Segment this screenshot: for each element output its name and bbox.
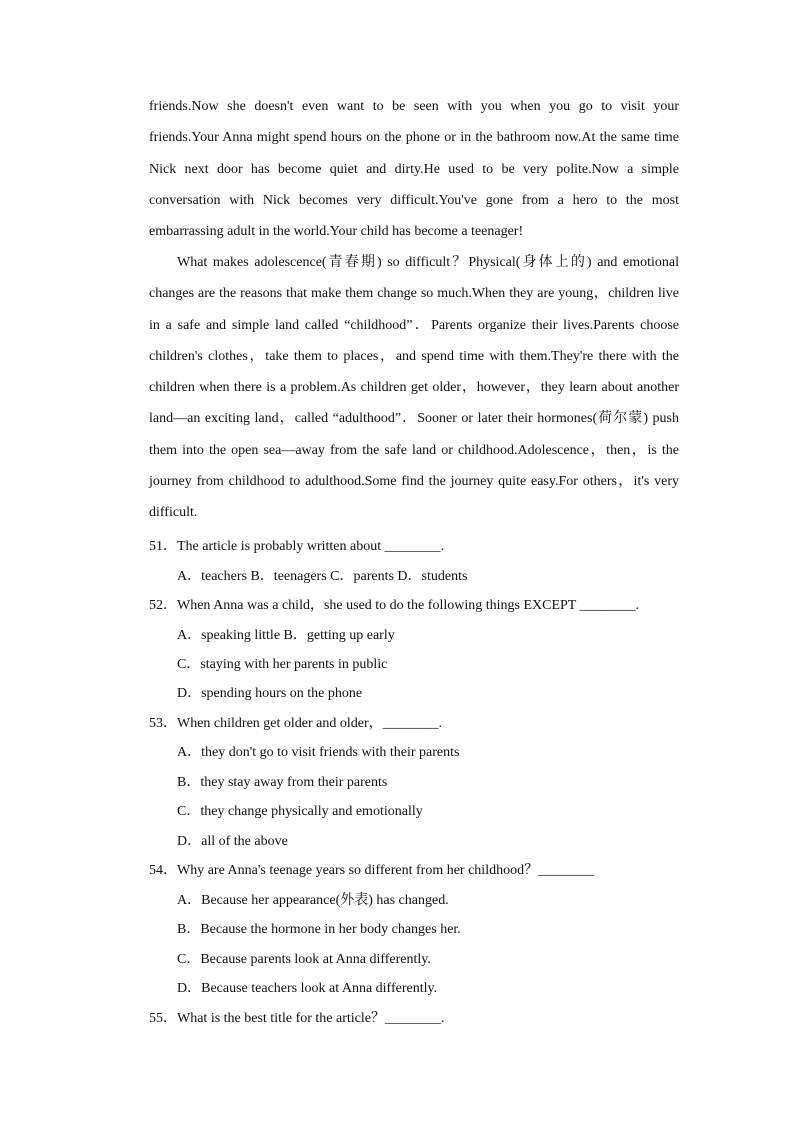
option-item: A．Because her appearance(外表) has changed. — [177, 893, 449, 908]
passage-line: Nick next door has become quiet and dirty.He used to be very polite.Now a simple — [149, 161, 679, 177]
passage-line: them into the open sea—away from the safe land or childhood.Adolescence，then，is the — [149, 442, 679, 458]
option-item: A．they don't go to visit friends with their parents — [177, 745, 460, 760]
passage-line: conversation with Nick becomes very difficult.You've gone from a hero to the most — [149, 192, 679, 208]
passage-line: What makes adolescence(青春期) so difficult？Physical(身体上的) and emotional — [177, 255, 679, 270]
option-item: A．speaking little B．getting up early — [177, 628, 395, 643]
option-item: C．staying with her parents in public — [177, 657, 388, 672]
question-53: 53．When children get older and older，________. — [149, 716, 443, 731]
question-51-options: A．teachers B．teenagers C．parents D．students — [177, 569, 468, 584]
passage-paragraph-1 — [149, 91, 679, 247]
passage-line: land—an exciting land，called “adulthood”．Sooner or later their hormones(荷尔蒙) push — [149, 411, 679, 427]
option-item: D．spending hours on the phone — [177, 686, 363, 701]
passage-line: embarrassing adult in the world.Your child has become a teenager! — [149, 224, 524, 240]
passage-line: journey from childhood to adulthood.Some find the journey quite easy.For others，it's very — [149, 474, 679, 490]
option-item: C．Because parents look at Anna differently. — [177, 952, 431, 967]
question-51: 51．The article is probably written about ________. — [149, 539, 445, 554]
passage-line: children when there is a problem.As children get older，however，they learn about another — [149, 380, 679, 396]
option-item: C．they change physically and emotionally — [177, 804, 423, 819]
passage-line: friends.Now she doesn't even want to be seen with you when you go to visit your — [149, 99, 679, 114]
passage-paragraph-2 — [149, 247, 679, 529]
question-54: 54．Why are Anna's teenage years so different from her childhood？________ — [149, 863, 595, 878]
option-item: D．Because teachers look at Anna differently. — [177, 981, 438, 996]
option-item: B．Because the hormone in her body changes her. — [177, 922, 461, 937]
option-item: B．they stay away from their parents — [177, 775, 388, 790]
question-55: 55．What is the best title for the article？________. — [149, 1011, 445, 1026]
passage-line: changes are the reasons that make them change so much.When they are young，children live — [149, 286, 679, 302]
passage-line: friends.Your Anna might spend hours on the phone or in the bathroom now.At the same time — [149, 130, 679, 146]
passage-line: difficult. — [149, 505, 198, 521]
passage-line: children's clothes，take them to places，and spend time with them.They're there with the — [149, 348, 679, 364]
question-52: 52．When Anna was a child，she used to do the following things EXCEPT ________. — [149, 598, 640, 613]
passage-line: in a safe and simple land called “childhood”．Parents organize their lives.Parents choose — [149, 317, 679, 333]
option-item: D．all of the above — [177, 834, 288, 849]
